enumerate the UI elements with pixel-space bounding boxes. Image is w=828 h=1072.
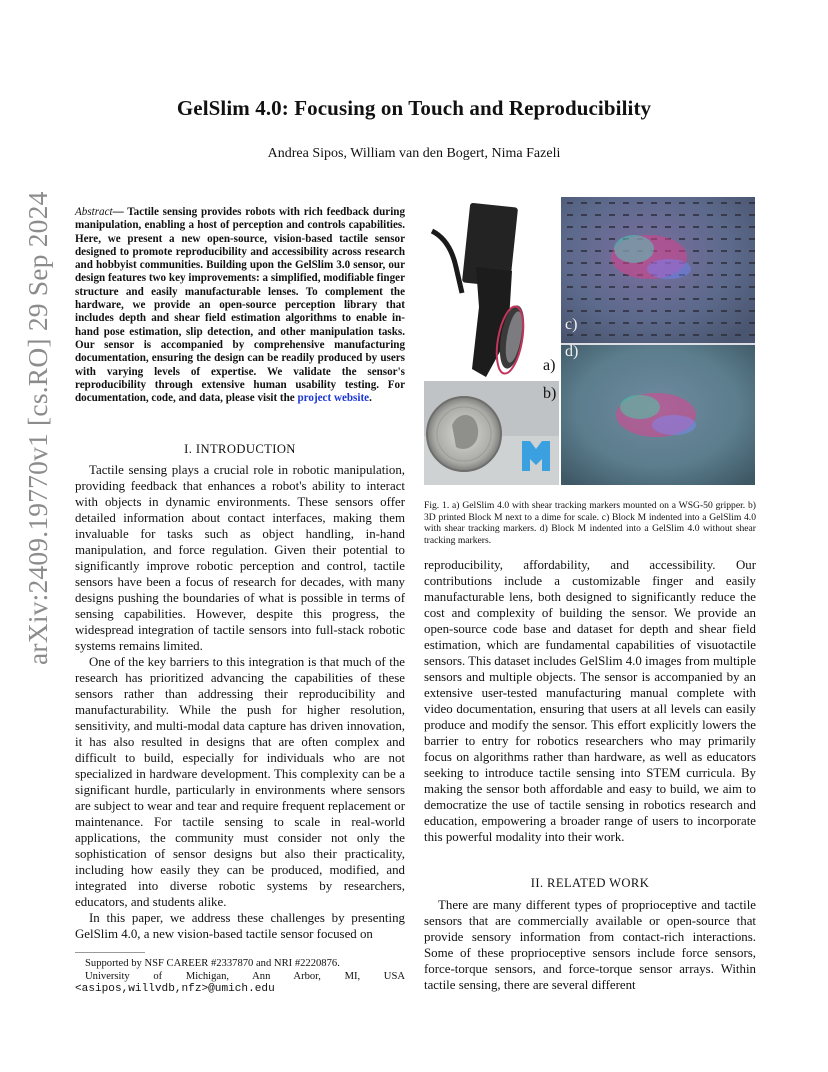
paper-title: GelSlim 4.0: Focusing on Touch and Reproducibility bbox=[176, 96, 652, 120]
footnote-rule bbox=[75, 952, 145, 953]
figure-1-image bbox=[424, 197, 755, 485]
abstract-end: . bbox=[369, 392, 372, 405]
paragraph: In this paper, we address these challenges by presenting GelSlim 4.0, a new vision-based tactile sensor focused on bbox=[75, 911, 405, 941]
section-heading-related-work: II. RELATED WORK bbox=[530, 876, 650, 890]
figure-1 bbox=[424, 197, 755, 485]
abstract-text: — Tactile sensing provides robots with rich feedback during manipulation, enabling a host of perception and controls capabilities. Here, we present a new open-source, vision-based tactile sensor designed to promote reproducibility and accessibility across research and hobbyist communities. Building upon the GelSlim 3.0 sensor, our design features two key improvements: a simplified, modifiable finger structure and easily manufacturable lenses. To complement the hardware, we provide an open-source perception library that includes depth and shear field estimation algorithms to enable in-hand pose estimation, slip detection, and other manipulation tasks. Our sensor is accompanied by comprehensive manufacturing documentation, ensuring the design can be readily produced by users with varying levels of expertise. We validate the sensor's reproducibility through extensive human usability testing. For documentation, code, and data, please visit the bbox=[75, 206, 405, 405]
email-addresses: <asipos,willvdb,nfz>@umich.edu bbox=[75, 983, 275, 995]
affiliation-note: University of Michigan, Ann Arbor, MI, USA bbox=[85, 970, 405, 982]
paragraph: There are many different types of proprioceptive and tactile sensors that are commercially available or open-source that provide sensory information from contact-rich interactions. Some of these proprioceptive sensors include force sensors, force-torque sensors, and force-torque sensor arrays. Within tactile sensing, there are several different bbox=[424, 898, 756, 992]
panel-label-c: c) bbox=[565, 316, 578, 333]
panel-label-a: a) bbox=[543, 357, 556, 374]
section-heading-introduction: I. INTRODUCTION bbox=[184, 442, 296, 456]
panel-label-d: d) bbox=[565, 343, 579, 360]
abstract bbox=[75, 206, 405, 405]
introduction-body bbox=[75, 462, 405, 942]
panel-label-b: b) bbox=[543, 385, 557, 402]
funding-note: Supported by NSF CAREER #2337870 and NRI #2220876. bbox=[85, 958, 340, 969]
author-list: Andrea Sipos, William van den Bogert, Nima Fazeli bbox=[267, 146, 561, 161]
paragraph: One of the key barriers to this integration is that much of the research has prioritized advancing the capabilities of these sensors rather than addressing their reproducibility and manufacturability. While the push for higher resolution, sensitivity, and multi-modal data capture has driven innovation, it has also resulted in designs that are often complex and difficult to build, especially for individuals who are not specialized in hardware development. This complexity can be a significant hurdle, particularly in environments where sensors are subject to wear and tear and require frequent replacement or maintenance. For tactile sensing to scale in real-world applications, the community must consider not only the sophistication of sensor designs but also their practicality, including how easily they can be produced, modified, and integrated into diverse robotic systems by researchers, educators, and students alike. bbox=[75, 655, 405, 909]
figure-1-caption: Fig. 1. a) GelSlim 4.0 with shear tracking markers mounted on a WSG-50 gripper. b) 3D printed Block M next to a dime for scale. c) Block M indented into a GelSlim 4.0 with shear tracking markers. d) Block M indented into a GelSlim 4.0 without shear tracking markers. bbox=[424, 500, 756, 546]
related-work-body bbox=[424, 897, 756, 993]
project-website-link[interactable]: project website bbox=[297, 392, 370, 405]
arxiv-identifier: arXiv:2409.19770v1 [cs.RO] 29 Sep 2024 bbox=[22, 191, 53, 665]
paragraph: reproducibility, affordability, and accessibility. Our contributions include a customizable finger and easily manufacturable lens, both designed to significantly reduce the cost and complexity of building the sensor. We provide an open-source code base and dataset for depth and shear field estimation, which are fundamental capabilities of visuotactile sensors. This dataset includes GelSlim 4.0 images from multiple sensors and multiple objects. The sensor is accompanied by an extensive user-tested manufacturing manual complete with video documentation, ensuring that users at all levels can easily produce and modify the sensor. This effort explicitly lowers the barrier to entry for robotics researchers who may primarily focus on algorithms rather than hardware, as well as educators seeking to introduce tactile sensing into STEM curricula. By making the sensor both affordable and easy to build, we aim to democratize the use of tactile sensing in robotics research and education, empowering a broader range of users to incorporate this powerful modality into their work. bbox=[424, 558, 757, 844]
introduction-continued bbox=[424, 557, 756, 845]
paragraph: Tactile sensing plays a crucial role in robotic manipulation, providing feedback that enhances a robot's ability to interact with objects in dynamic environments. These sensors offer detailed information about contact interfaces, making them invaluable for tasks such as object handling, in-hand manipulation, and force regulation. Given their potential to significantly improve robotic perception and control, tactile sensors have been a focus of research for decades, with many designs pushing the boundaries of what is possible in terms of sensing capabilities. However, despite this progress, the widespread integration of tactile sensors into full-stack robotic systems remains limited. bbox=[75, 463, 405, 653]
abstract-label: Abstract bbox=[75, 206, 113, 218]
footnote bbox=[75, 958, 405, 996]
